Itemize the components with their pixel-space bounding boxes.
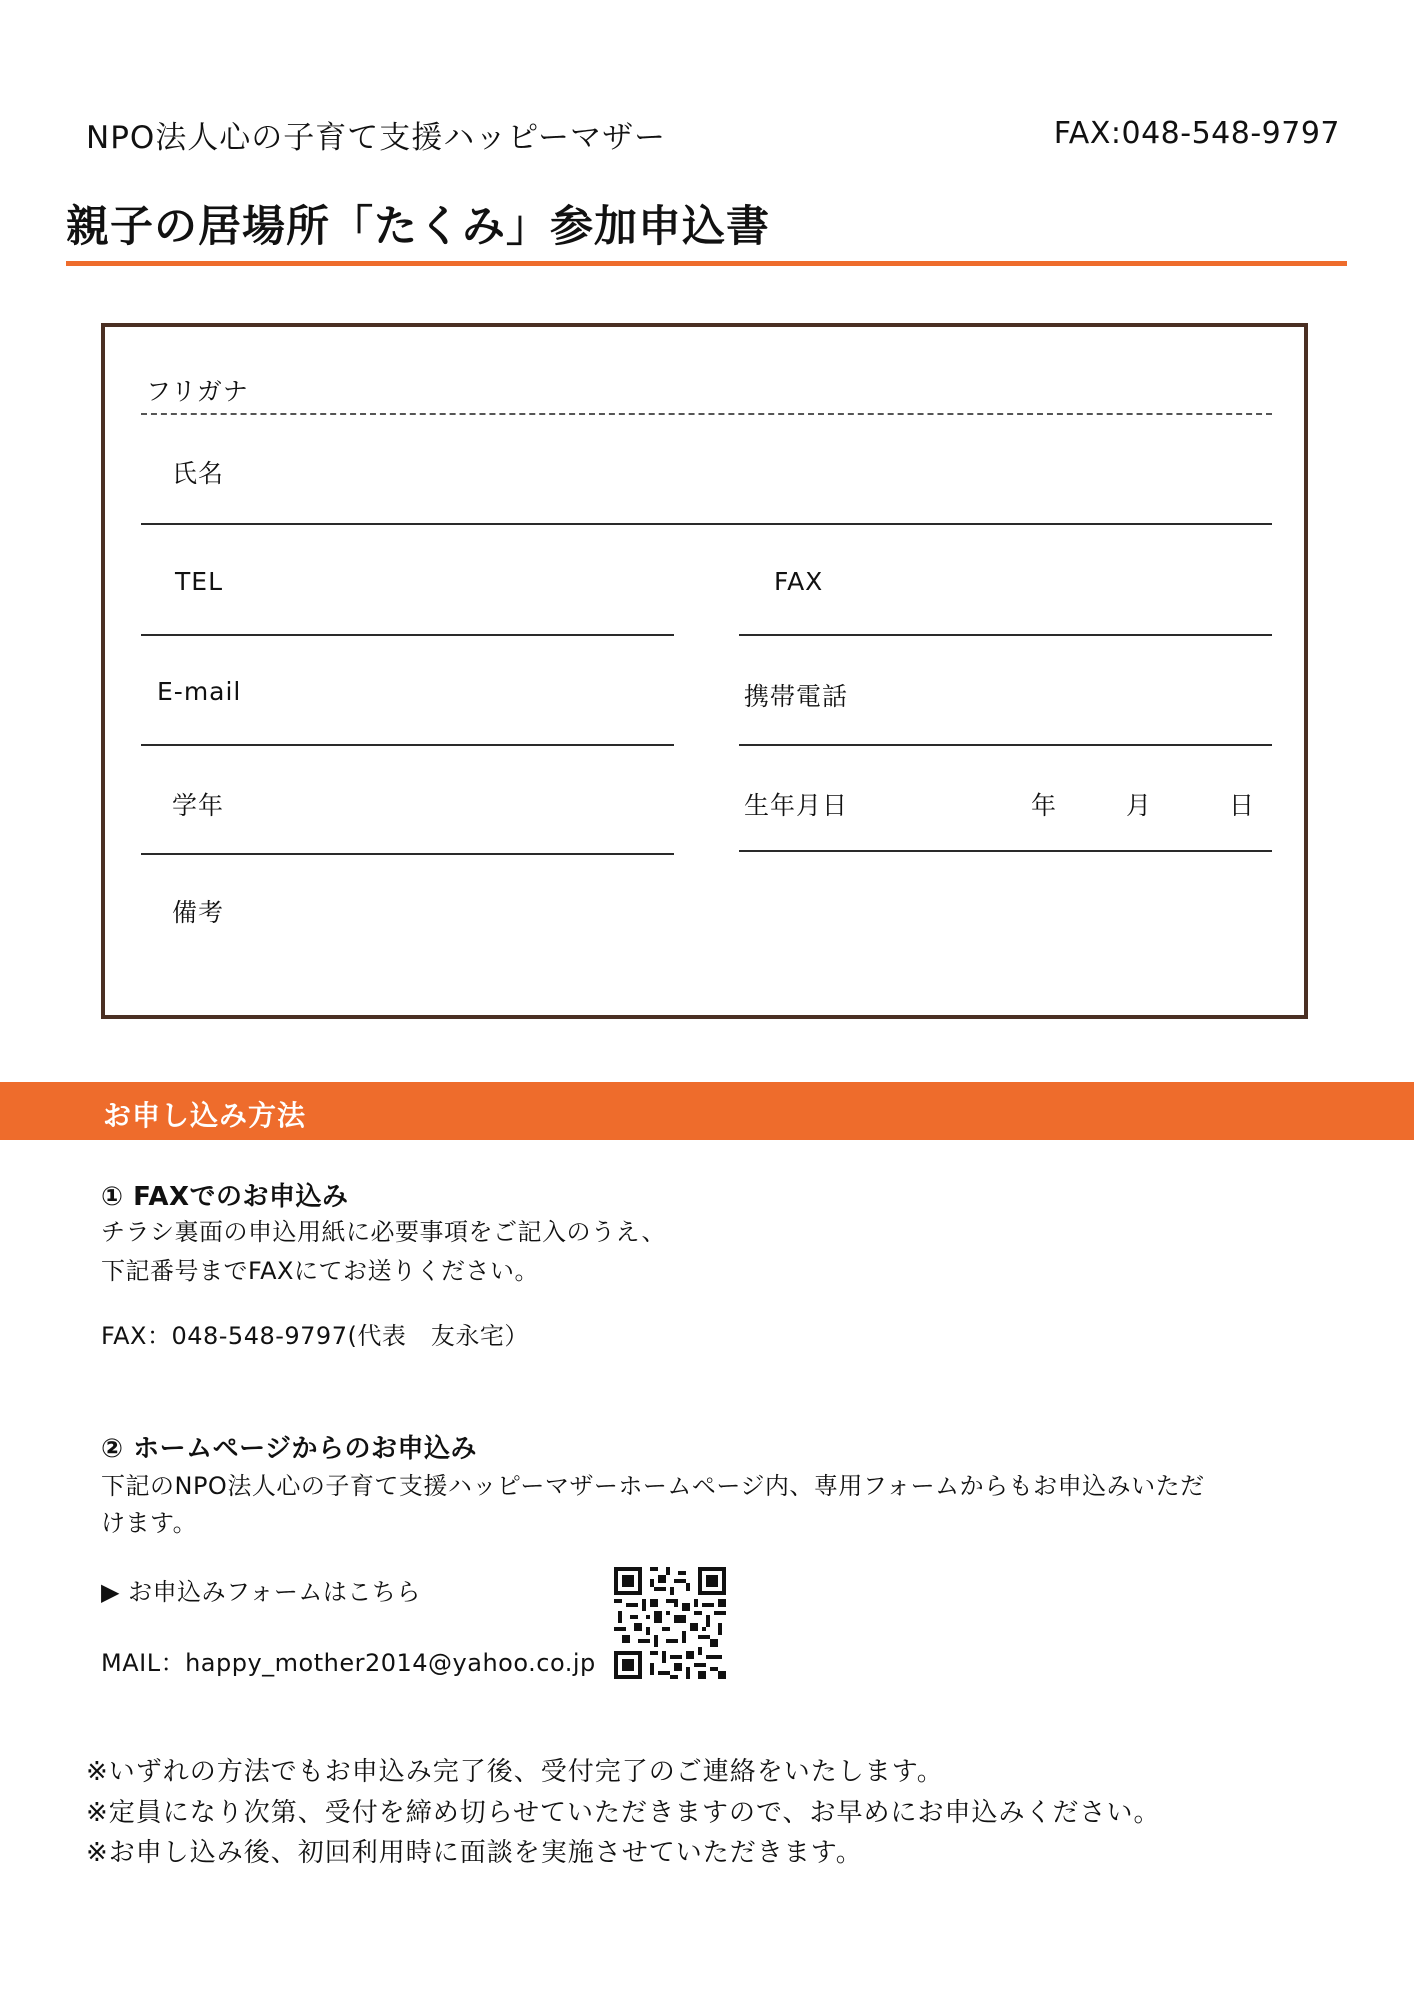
tel-field[interactable]: [141, 634, 674, 636]
birth-day-label: 日: [1229, 791, 1256, 820]
fax-method-line1: チラシ裏面の申込用紙に必要事項をご記入のうえ、: [101, 1218, 666, 1246]
method-heading: お申し込み方法: [103, 1099, 307, 1132]
application-form-link[interactable]: ▶ お申込みフォームはこちら: [101, 1578, 421, 1606]
birthdate-field[interactable]: [739, 850, 1272, 852]
birth-year-label: 年: [1031, 791, 1058, 820]
furigana-label: フリガナ: [146, 377, 249, 406]
fax-label: FAX: [774, 567, 824, 596]
application-form: [101, 323, 1308, 1019]
remarks-label: 備考: [172, 898, 225, 927]
note-1: ※いずれの方法でもお申込み完了後、受付完了のご連絡をいたします。: [86, 1757, 944, 1787]
qr-code-icon[interactable]: [614, 1566, 726, 1680]
mobile-field[interactable]: [739, 744, 1272, 746]
page-title: 親子の居場所「たくみ」参加申込書: [66, 202, 770, 252]
name-field[interactable]: [141, 523, 1272, 525]
grade-field[interactable]: [141, 853, 674, 855]
fax-method-title: ① FAXでのお申込み: [101, 1182, 349, 1212]
web-method-line2: けます。: [101, 1509, 198, 1537]
birth-month-label: 月: [1126, 791, 1153, 820]
note-3: ※お申し込み後、初回利用時に面談を実施させていただきます。: [86, 1838, 863, 1868]
web-method-line1: 下記のNPO法人心の子育て支援ハッピーマザーホームページ内、専用フォームからもお申込みいただ: [101, 1472, 1205, 1500]
tel-label: TEL: [175, 567, 223, 596]
fax-number: FAX：048-548-9797(代表 友永宅）: [101, 1322, 529, 1350]
header-fax-number: FAX:048-548-9797: [1053, 116, 1340, 151]
web-method-title: ② ホームページからのお申込み: [101, 1434, 478, 1464]
fax-method-line2: 下記番号までFAXにてお送りください。: [101, 1257, 539, 1285]
birthdate-label: 生年月日: [744, 791, 849, 820]
fax-field[interactable]: [739, 634, 1272, 636]
title-underline: [66, 261, 1347, 266]
furigana-field[interactable]: [141, 413, 1272, 415]
name-label: 氏名: [172, 459, 225, 488]
email-label: E-mail: [157, 677, 242, 706]
grade-label: 学年: [172, 791, 225, 820]
note-2: ※定員になり次第、受付を締め切らせていただきますので、お早めにお申込みください。: [86, 1798, 1161, 1828]
contact-email[interactable]: MAIL：happy_mother2014@yahoo.co.jp: [101, 1649, 596, 1677]
email-field[interactable]: [141, 744, 674, 746]
organization-name: NPO法人心の子育て支援ハッピーマザー: [86, 120, 667, 156]
mobile-label: 携帯電話: [744, 682, 849, 711]
